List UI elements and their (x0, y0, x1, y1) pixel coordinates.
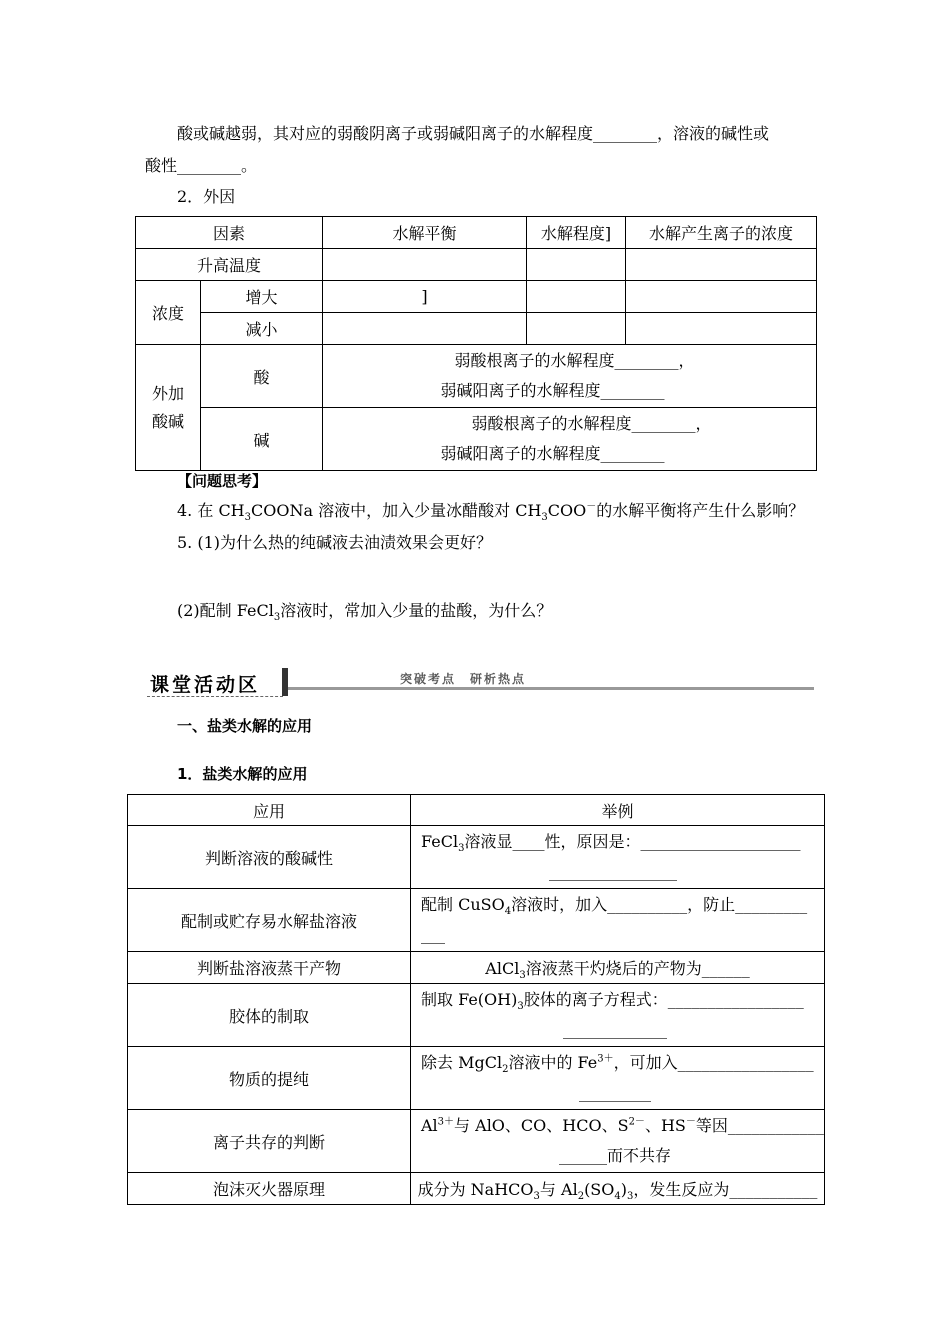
intro-line-2: 酸性________。 (145, 156, 258, 175)
question-5-part-2: (2)配制 FeCl$_3$溶液时，常加入少量的盐酸，为什么？ (177, 601, 553, 624)
acid-effect-line-1: 弱酸根离子的水解程度________， (454, 351, 695, 370)
cell-blank (527, 281, 626, 313)
cell-blank (323, 249, 527, 281)
header-ion-concentration: 水解产生离子的浓度 (626, 217, 817, 249)
hydrolysis-applications-table (127, 794, 825, 1205)
question-title: 【问题思考】 (177, 472, 268, 490)
banner-subtitle: 突破考点 研析热点 (400, 672, 527, 686)
question-5: 5. (1)为什么热的纯碱液去油渍效果会更好？ (177, 533, 493, 552)
external-factors-table (135, 216, 817, 471)
app-evaporation-product: 判断盐溶液蒸干产物 (128, 952, 411, 984)
base-effect-line-2: 弱碱阳离子的水解程度________ (440, 444, 665, 463)
base-effect-line-1: 弱酸根离子的水解程度________， (471, 414, 712, 433)
banner-divider (282, 668, 288, 696)
cell-blank (527, 313, 626, 345)
acid-label: 酸 (201, 345, 323, 408)
app-colloid: 胶体的制取 (128, 984, 411, 1047)
header-equilibrium: 水解平衡 (323, 217, 527, 249)
header-factor: 因素 (136, 217, 323, 249)
concentration-label: 浓度 (136, 281, 201, 345)
conc-increase-mark: ] (323, 281, 527, 313)
header-example: 举例 (411, 795, 825, 826)
acid-effect-line-2: 弱碱阳离子的水解程度________ (440, 381, 665, 400)
header-degree: 水解程度] (527, 217, 626, 249)
cell-blank (626, 249, 817, 281)
section-one-subtitle: 1．盐类水解的应用 (177, 765, 308, 783)
conc-decrease: 减小 (201, 313, 323, 345)
app-acid-base: 判断溶液的酸碱性 (128, 826, 411, 889)
intro-line-1: 酸或碱越弱，其对应的弱酸阴离子或弱碱阳离子的水解程度________，溶液的碱性或 (177, 124, 770, 143)
question-4: 4. 在 $CH_3COONa$ 溶液中，加入少量冰醋酸对 $CH_3COO^-$的水解平衡将产生什么影响？ (177, 501, 805, 524)
base-label: 碱 (201, 408, 323, 471)
example-ion-coexistence: $Al^{3+}$与 AlO、CO、HCO、$S^{2-}$、HS－等因____________ ______而不共存 (411, 1110, 825, 1173)
cell-blank (323, 313, 527, 345)
banner-underline (147, 696, 283, 697)
section-2-title: 2．外因 (177, 187, 236, 206)
example-evaporation-product: AlCl$_3$溶液蒸干灼烧后的产物为______ (411, 952, 825, 984)
base-effect (323, 408, 817, 471)
app-ion-coexistence: 离子共存的判断 (128, 1110, 411, 1173)
header-application: 应用 (128, 795, 411, 826)
example-foam-extinguisher: 成分为 NaHCO$_3$与 $Al_2(SO_4)_3$，发生反应为___________ (411, 1173, 825, 1205)
add-acid-base-label: 外加酸碱 (136, 345, 201, 471)
row-raise-temperature: 升高温度 (136, 249, 323, 281)
acid-effect (323, 345, 817, 408)
classroom-activity-banner: 课堂活动区 (150, 674, 261, 696)
example-purification: 除去 MgCl$_2$溶液中的 $Fe^{3+}$，可加入_________________ _________ (411, 1047, 825, 1110)
section-one-title: 一、盐类水解的应用 (177, 717, 313, 735)
cell-blank (626, 313, 817, 345)
example-colloid: 制取 $Fe(OH)_3$胶体的离子方程式：_________________ _____________ (411, 984, 825, 1047)
app-prepare-store: 配制或贮存易水解盐溶液 (128, 889, 411, 952)
banner-rule (288, 687, 814, 690)
app-foam-extinguisher: 泡沫灭火器原理 (128, 1173, 411, 1205)
cell-blank (527, 249, 626, 281)
app-purification: 物质的提纯 (128, 1047, 411, 1110)
cell-blank (626, 281, 817, 313)
example-acid-base: FeCl$_3$溶液显____性，原因是：____________________ ________________ (411, 826, 825, 889)
conc-increase: 增大 (201, 281, 323, 313)
example-prepare-store: 配制 CuSO$_4$溶液时，加入__________，防止_________ ___ (411, 889, 825, 952)
